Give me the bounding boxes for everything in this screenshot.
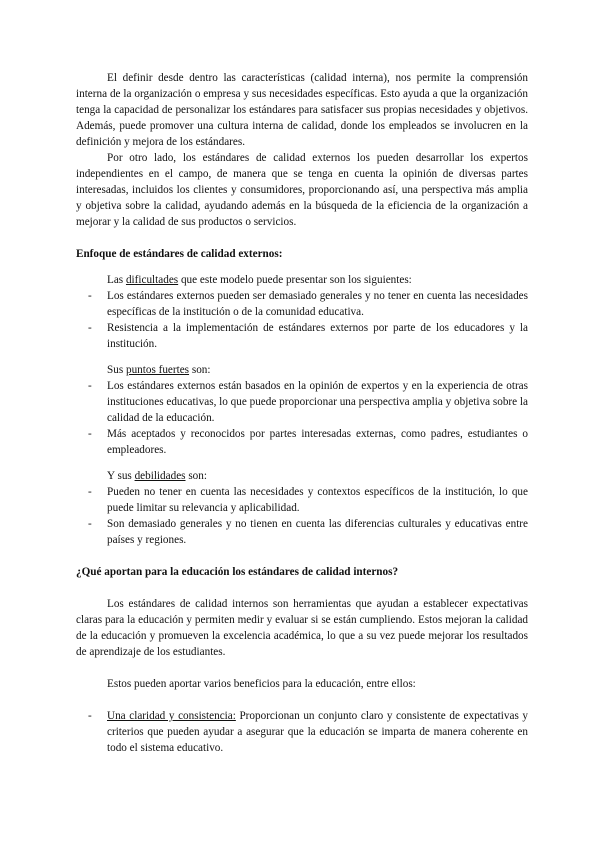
list-item: - Los estándares externos están basados en la opinión de expertos y en la experiencia de otras instituciones educativas, lo que puede proporcionar una perspectiva amplia y objetiva sobre la calidad de la educación. bbox=[88, 380, 528, 424]
benefits-list bbox=[76, 708, 528, 756]
list-item: - Son demasiado generales y no tienen en cuenta las diferencias culturales y educativas entre países y regiones. bbox=[88, 518, 528, 546]
list-item: - Resistencia a la implementación de estándares externos por parte de los educadores y la institución. bbox=[88, 322, 528, 350]
strengths-intro: Sus puntos fuertes son: bbox=[107, 364, 211, 376]
paragraph-internal-standards: Los estándares de calidad internos son herramientas que ayudan a establecer expectativas claras para la educación y permiten medir y evaluar si se están cumpliendo. Estos mejoran la calidad de la educación y promueven la excelencia académica, lo que a su vez puede mejorar los resultados de aprendizaje de los estudiantes. bbox=[76, 598, 528, 658]
difficulties-underlined: dificultades bbox=[125, 274, 179, 286]
list-item: - Los estándares externos pueden ser demasiado generales y no tener en cuenta las necesidades específicas de la institución o de la comunidad educativa. bbox=[88, 290, 528, 318]
list-item: - Una claridad y consistencia: Proporcionan un conjunto claro y consistente de expectativas y criterios que pueden ayudar a asegurar que la educación se imparta de manera coherente en todo el sistema educativo. bbox=[88, 710, 529, 754]
paragraph-benefits-intro: Estos pueden aportar varios beneficios para la educación, entre ellos: bbox=[107, 678, 416, 690]
list-item: - Más aceptados y reconocidos por partes interesadas externas, como padres, estudiantes o empleadores. bbox=[88, 428, 528, 456]
difficulties-list bbox=[76, 288, 528, 352]
paragraph-internal-quality: El definir desde dentro las características (calidad interna), nos permite la comprensión interna de la organización o empresa y sus necesidades específicas. Esto ayuda a que la organización tenga la capacidad de personalizar los estándares para satisfacer sus propias necesidades y objetivos. Además, puede promover una cultura interna de calidad, donde los empleados se involucren en la definición y mejora de los estándares. bbox=[76, 72, 528, 148]
heading-internal-standards: ¿Qué aportan para la educación los estándares de calidad internos? bbox=[76, 566, 399, 578]
weaknesses-intro: Y sus debilidades son: bbox=[107, 470, 207, 482]
benefit-title: Una claridad y consistencia: bbox=[107, 710, 236, 722]
page-content bbox=[76, 70, 528, 756]
weaknesses-underlined: debilidades bbox=[134, 470, 186, 482]
heading-external-standards: Enfoque de estándares de calidad externos: bbox=[76, 248, 283, 260]
difficulties-intro: Las dificultades que este modelo puede presentar son los siguientes: bbox=[107, 274, 412, 286]
weaknesses-list bbox=[76, 484, 528, 548]
strengths-list bbox=[76, 378, 528, 458]
list-item: - Pueden no tener en cuenta las necesidades y contextos específicos de la institución, lo que puede limitar su relevancia y aplicabilidad. bbox=[88, 486, 528, 514]
strengths-underlined: puntos fuertes bbox=[125, 364, 190, 376]
paragraph-external-quality: Por otro lado, los estándares de calidad externos los pueden desarrollar los expertos independientes en el campo, de manera que se tenga en cuenta la opinión de diversas partes interesadas, incluidos los clientes y consumidores, proporcionando así, una perspectiva más amplia y objetiva sobre la calidad, ayudando además en la búsqueda de la eficiencia de la organización a mejorar y la calidad de sus productos o servicios. bbox=[76, 152, 528, 228]
